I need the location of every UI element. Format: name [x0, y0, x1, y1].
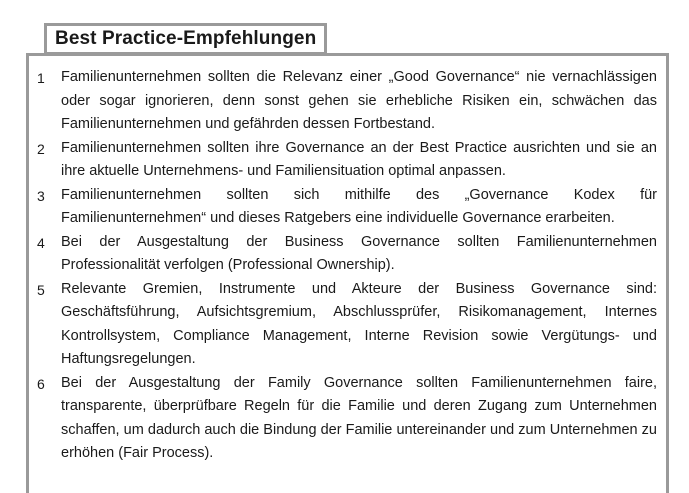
item-number: 5: [37, 281, 45, 298]
list-item: [37, 184, 657, 231]
list-item: [37, 278, 657, 372]
section-title-box: [44, 23, 327, 55]
recommendations-box: [26, 53, 669, 493]
item-text: Familienunternehmen sollten sich mithilfe des „Governance Kodex für Familienunternehmen“ und dieses Ratgebers eine individuelle Governance erarbeiten.: [61, 186, 657, 226]
section-title: Best Practice-Empfehlungen: [55, 28, 317, 49]
item-number: 6: [37, 375, 45, 392]
recommendations-list: [37, 66, 657, 466]
item-text: Relevante Gremien, Instrumente und Akteure der Business Governance sind: Geschäftsführung, Aufsichtsgremium, Abschlussprüfer, Risikomanagement, Internes Kontrollsystem, Compliance Management, Interne Revision sowie Vergütungs- und Haftungsregelungen.: [61, 280, 657, 367]
item-number: 4: [37, 234, 45, 251]
item-text: Bei der Ausgestaltung der Business Governance sollten Familienunternehmen Professionalität verfolgen (Professional Ownership).: [61, 233, 657, 273]
list-item: [37, 66, 657, 137]
item-number: 3: [37, 187, 45, 204]
item-text: Familienunternehmen sollten die Relevanz einer „Good Governance“ nie vernachlässigen oder sogar ignorieren, denn sonst gehen sie erhebliche Risiken ein, schwächen das Familienunternehmen und gefährden dessen Fortbestand.: [61, 69, 657, 132]
item-text: Familienunternehmen sollten ihre Governance an der Best Practice ausrichten und sie an ihre aktuelle Unternehmens- und Familiensituation optimal anpassen.: [61, 139, 657, 179]
item-number: 2: [37, 140, 45, 157]
list-item: [37, 231, 657, 278]
item-text: Bei der Ausgestaltung der Family Governance sollten Familienunternehmen faire, transparente, überprüfbare Regeln für die Familie und deren Zugang zum Unternehmen schaffen, um dadurch auch die Bindung der Familie untereinander und zum Unternehmen zu erhöhen (Fair Process).: [61, 374, 657, 461]
list-item: [37, 372, 657, 466]
list-item: [37, 137, 657, 184]
item-number: 1: [37, 70, 45, 86]
